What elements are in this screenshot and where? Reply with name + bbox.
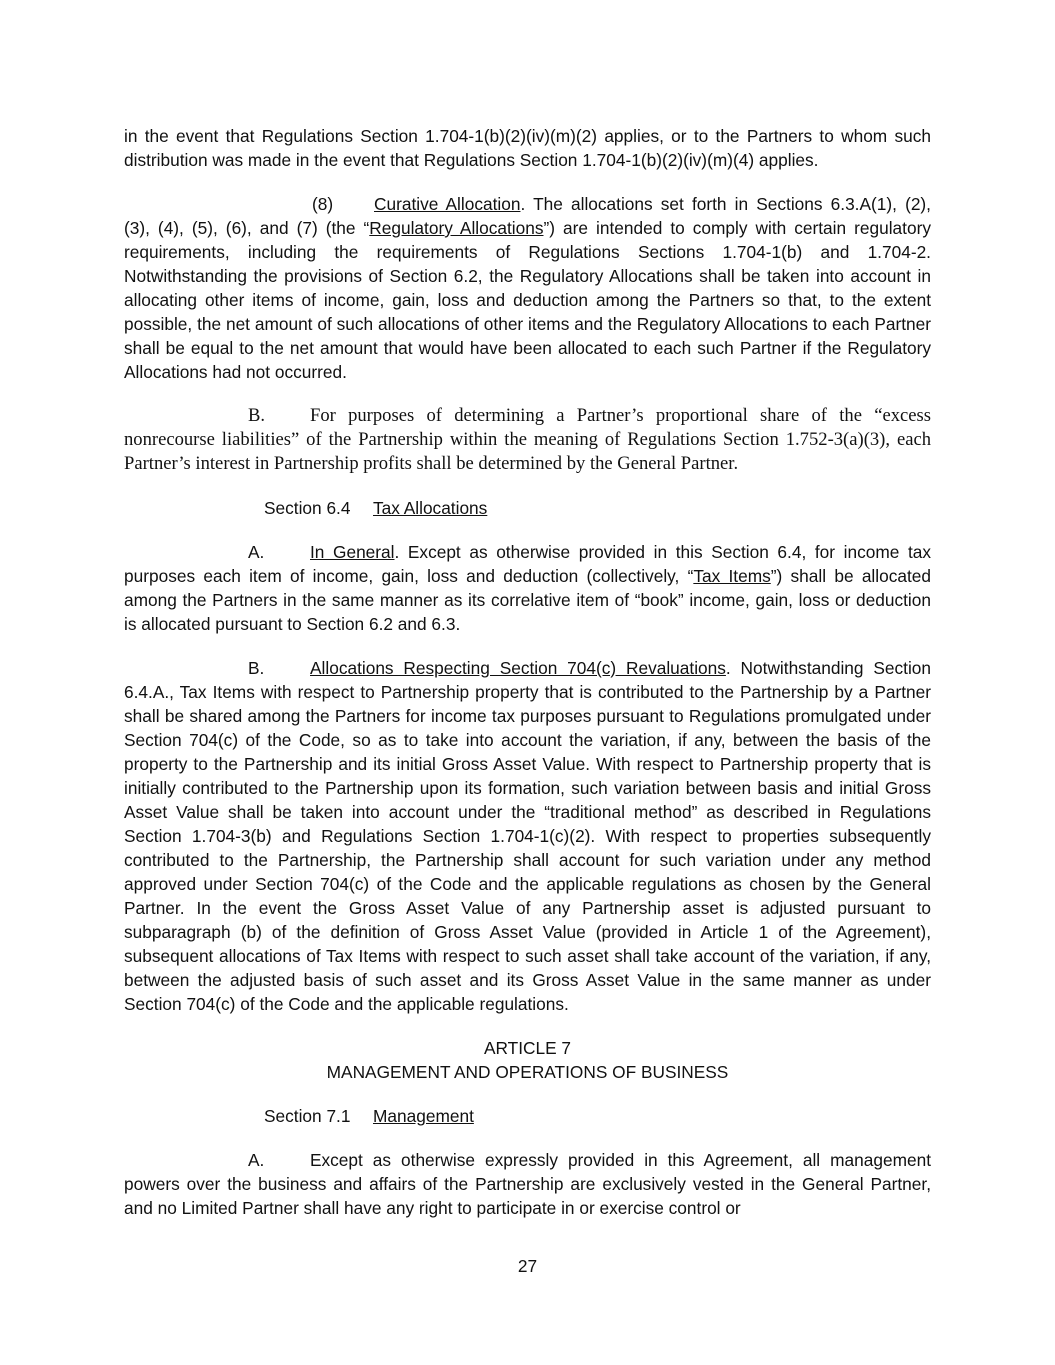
paragraph-curative-allocation (124, 192, 931, 384)
paragraph-heading: In General (310, 542, 395, 562)
paragraph-text: For purposes of determining a Partner’s proportional share of the “excess nonrecourse liabilities” of the Partnership within the meaning of Regulations Section 1.752-3(a)(3), each Partner’s interest in Partnership profits shall be determined by the General Partner. (124, 405, 931, 474)
defined-term: Regulatory Allocations (369, 218, 544, 238)
paragraph-text: ”) shall be allocated among the Partners in the same manner as its correlative item of “book” income, gain, loss or deduction is allocated pursuant to Section 6.2 and 6.3. (124, 566, 931, 634)
section-title: Tax Allocations (373, 498, 488, 518)
page-number: 27 (517, 1256, 538, 1276)
paragraph-text: ”) are intended to comply with certain regulatory requirements, including the requirements of Regulations Sections 1.704-1(b) and 1.704-2. Notwithstanding the provisions of Section 6.2, the Regulatory Allocations shall be taken into account in allocating other items of income, gain, loss and deduction among the Partners so that, to the extent possible, the net amount of such allocations of other items and the Regulatory Allocations to each Partner shall be equal to the net amount that would have been allocated to each such Partner if the Regulatory Allocations had not occurred. (124, 218, 931, 382)
paragraph-heading: Allocations Respecting Section 704(c) Revaluations (310, 658, 726, 678)
paragraph-label: B. (248, 658, 265, 678)
paragraph-excess-nonrecourse (124, 404, 931, 476)
section-title: Management (373, 1106, 474, 1126)
paragraph-label: A. (248, 1150, 265, 1170)
paragraph-704c-revaluations (124, 656, 931, 1016)
section-heading-7-1 (264, 1104, 931, 1128)
paragraph-heading: Curative Allocation (374, 194, 521, 214)
paragraph-management (124, 1148, 931, 1220)
paragraph-text: . The allocations set forth in Sections 6.3.A(1), (2), (3), (4), (5), (6), and (7) (the “ (124, 194, 931, 238)
paragraph-text: . Except as otherwise provided in this Section 6.4, for income tax purposes each item of income, gain, loss and deduction (collectively, “ (124, 542, 931, 586)
paragraph-continuation (124, 124, 931, 172)
paragraph-text: . Notwithstanding Section 6.4.A., Tax Items with respect to Partnership property that is contributed to the Partnership by a Partner shall be shared among the Partners for income tax purposes pursuant to Regulations promulgated under Section 704(c) of the Code, so as to take into account the variation, if any, between the basis of the property to the Partnership and its initial Gross Asset Value. With respect to Partnership property that is initially contributed to the Partnership upon its formation, such variation between basis and initial Gross Asset Value shall be taken into account under the “traditional method” as described in Regulations Section 1.704-3(b) and Regulations Section 1.704-1(c)(2). With respect to properties subsequently contributed to the Partnership, the Partnership shall account for such variation under any method approved under Section 704(c) of the Code and the applicable regulations as chosen by the General Partner. In the event the Gross Asset Value of any Partnership asset is adjusted pursuant to subparagraph (b) of the definition of Gross Asset Value (provided in Article 1 of the Agreement), subsequent allocations of Tax Items with respect to such asset shall take account of the variation, if any, between the adjusted basis of such asset and its Gross Asset Value in the same manner as under Section 704(c) of the Code and the applicable regulations. (124, 658, 931, 1014)
paragraph-text: in the event that Regulations Section 1.704-1(b)(2)(iv)(m)(2) applies, or to the Partners to whom such distribution was made in the event that Regulations Section 1.704-1(b)(2)(iv)(m)(4) applies. (124, 126, 931, 170)
paragraph-label: B. (248, 405, 266, 426)
article-title: MANAGEMENT AND OPERATIONS OF BUSINESS (326, 1062, 729, 1082)
section-number: Section 7.1 (264, 1106, 351, 1126)
article-number: ARTICLE 7 (483, 1038, 572, 1058)
paragraph-label: A. (248, 542, 265, 562)
document-page (124, 124, 931, 1240)
section-number: Section 6.4 (264, 498, 351, 518)
paragraph-text: Except as otherwise expressly provided in this Agreement, all management powers over the business and affairs of the Partnership are exclusively vested in the General Partner, and no Limited Partner shall have any right to participate in or exercise control or (124, 1150, 931, 1218)
article-heading (124, 1036, 931, 1084)
paragraph-label: (8) (312, 194, 334, 214)
paragraph-in-general (124, 540, 931, 636)
section-heading-6-4 (264, 496, 931, 520)
defined-term: Tax Items (693, 566, 771, 586)
